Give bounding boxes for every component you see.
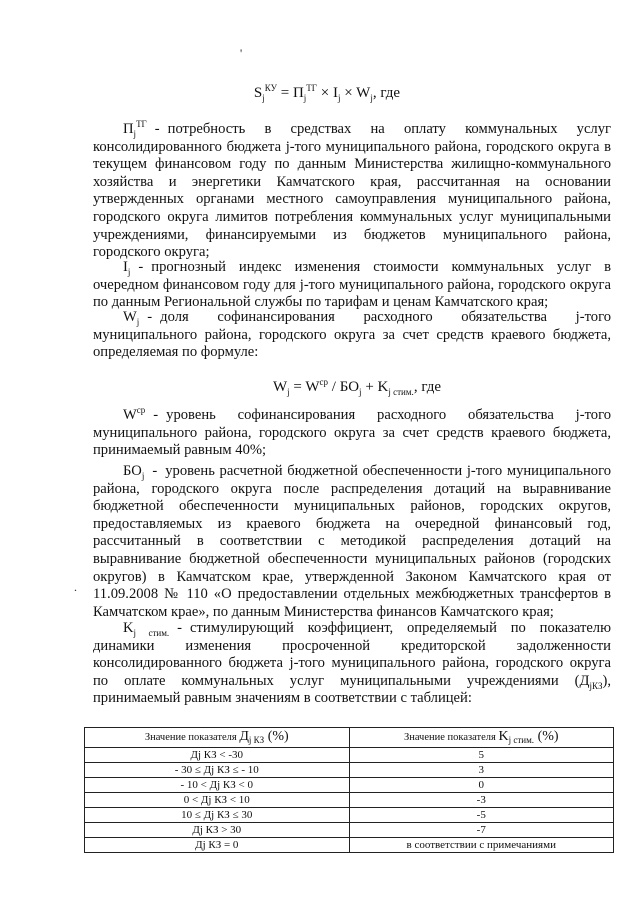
header-sub: j стим. — [508, 735, 535, 746]
definition-sup: ср — [136, 405, 146, 416]
formula-text: = П — [276, 85, 304, 101]
formula-text: / БО — [328, 379, 360, 395]
table-row — [85, 793, 614, 808]
definition-sub: j стим. — [133, 627, 170, 638]
definition-text: ), принимаемый равным значениям в соответствии с таблицей: — [93, 672, 611, 707]
formula-sub: j — [359, 387, 362, 397]
table-row — [85, 808, 614, 823]
table-cell-condition: Дj КЗ > 30 — [85, 823, 350, 838]
definition-text: стимулирующий коэффициент, определяемый по показателю динамики изменения просроченной кредиторской задолженности консолидированного бюджета j-того муниципального района, городского округа по оплате коммунальных услуг муниципальными учреждениями (Д — [93, 620, 611, 689]
table-cell-condition: - 10 < Дj КЗ < 0 — [85, 778, 350, 793]
table-cell-condition: 10 ≤ Дj КЗ ≤ 30 — [85, 808, 350, 823]
formula-sub: j — [337, 93, 341, 103]
formula-sub: j — [303, 93, 307, 103]
formula-text: , где — [372, 85, 401, 101]
definition-bo — [93, 463, 611, 621]
table-row — [85, 763, 614, 778]
formula-text: , где — [413, 379, 442, 395]
coefficient-table — [84, 727, 614, 853]
table-cell-condition: - 30 ≤ Дj КЗ ≤ - 10 — [85, 763, 350, 778]
stray-mark-top: ' — [240, 46, 243, 60]
definition-text: уровень расчетной бюджетной обеспеченности j-того муниципального района, городского округа после распределения дотаций на выравнивание бюджетной обеспеченности муниципальных районов, городских округов, предоставляемых из краевого бюджета на очередной финансовый год, рассчитанный в соответствии с методикой распределения дотаций на выравнивание бюджетной обеспеченности муниципальных районов (городских округов) в Камчатском крае, утвержденной Законом Камчатского края от 11.09.2008 № 110 «О предоставлении отдельных межбюджетных трансфертов в Камчатском крае», по данным Министерства финансов Камчатского края; — [93, 463, 611, 620]
definition-text: уровень софинансирования расходного обязательства j-того муниципального района, городского округа за счет средств краевого бюджета, принимаемый равным 40%; — [93, 407, 611, 459]
header-sub: j КЗ — [248, 735, 265, 746]
definition-wcp — [93, 407, 611, 460]
table-cell-condition: Дj КЗ = 0 — [85, 838, 350, 853]
table-cell-condition: 0 < Дj КЗ < 10 — [85, 793, 350, 808]
definition-dash: - — [154, 121, 160, 137]
formula-sub: j — [370, 93, 373, 103]
definition-dash: - — [138, 259, 144, 275]
formula-sub: j стим. — [388, 387, 414, 397]
table-cell-condition: Дj КЗ < -30 — [85, 748, 350, 763]
table-cell-value: 3 — [349, 763, 614, 778]
header-text: Значение показателя — [144, 732, 240, 743]
definition-symbol: K — [123, 620, 134, 636]
formula-text: W — [272, 379, 288, 395]
table-cell-value: в соответствии с примечаниями — [349, 838, 614, 853]
definition-text: потребность в средствах на оплату коммунальных услуг консолидированного бюджета j-того муниципального района, городского округа в текущем финансовом году по данным Министерства жилищно-коммунального хозяйства и энергетики Камчатского края, рассчитанная на основании утвержденных органами местного самоуправления муниципального района, городского округа лимитов потребления коммунальных услуг муниципальными учреждениями, финансируемыми из бюджетов муниципального района, городского округа; — [93, 121, 611, 261]
table-row — [85, 823, 614, 838]
definition-text: прогнозный индекс изменения стоимости коммунальных услуг в очередном финансовом году для j-того муниципального района, городского округа по данным Региональной службы по тарифам и ценам Камчатского края; — [93, 259, 611, 311]
formula-sup: ср — [319, 377, 329, 387]
definition-text: доля софинансирования расходного обязательства j-того муниципального района, городского округа за счет средств краевого бюджета, определяемая по формуле: — [93, 309, 611, 361]
table-cell-value: -3 — [349, 793, 614, 808]
table-cell-value: -5 — [349, 808, 614, 823]
definition-dash: - — [152, 463, 158, 479]
definition-k — [93, 620, 611, 708]
formula-text: + K — [361, 379, 389, 395]
header-text: (%) — [264, 729, 289, 744]
definition-sub: j — [141, 470, 145, 481]
table-cell-value: 0 — [349, 778, 614, 793]
header-text: Значение показателя — [403, 732, 499, 743]
formula-sup: ТГ — [306, 83, 317, 93]
formula-sub: j — [287, 387, 290, 397]
table-row — [85, 748, 614, 763]
formula-w — [0, 378, 640, 396]
formula-text: × I — [317, 85, 338, 101]
stray-mark-left: . — [74, 580, 77, 594]
table-header-row — [85, 728, 614, 748]
header-text: (%) — [534, 729, 559, 744]
table-header-coefficient — [349, 728, 614, 748]
definition-symbol: П — [123, 121, 134, 137]
definition-sub: j — [133, 128, 137, 139]
definition-symbol: W — [123, 309, 137, 325]
formula-text: × W — [340, 85, 371, 101]
table-header-indicator — [85, 728, 350, 748]
definition-sub: j — [136, 316, 140, 327]
definition-sub: j — [127, 266, 131, 277]
definition-sup: ТГ — [136, 119, 147, 130]
formula-s-ku — [0, 84, 640, 102]
definition-dash: - — [147, 309, 153, 325]
definition-symbol: I — [123, 259, 128, 275]
formula-sub: j — [262, 93, 265, 103]
definition-i — [93, 259, 611, 312]
header-symbol: K — [498, 729, 509, 744]
definition-dash: - — [153, 407, 159, 423]
table-row — [85, 838, 614, 853]
definition-p — [93, 121, 611, 262]
definition-symbol: БО — [123, 463, 142, 479]
formula-sup: КУ — [264, 83, 277, 93]
formula-text: S — [253, 85, 263, 101]
definition-symbol: W — [123, 407, 137, 423]
header-symbol: Д — [239, 729, 249, 744]
definition-dash: - — [177, 620, 183, 636]
formula-text: = W — [289, 379, 320, 395]
definition-w — [93, 309, 611, 362]
table-cell-value: -7 — [349, 823, 614, 838]
table-cell-value: 5 — [349, 748, 614, 763]
table-row — [85, 778, 614, 793]
definition-sub: jКЗ — [589, 680, 603, 691]
